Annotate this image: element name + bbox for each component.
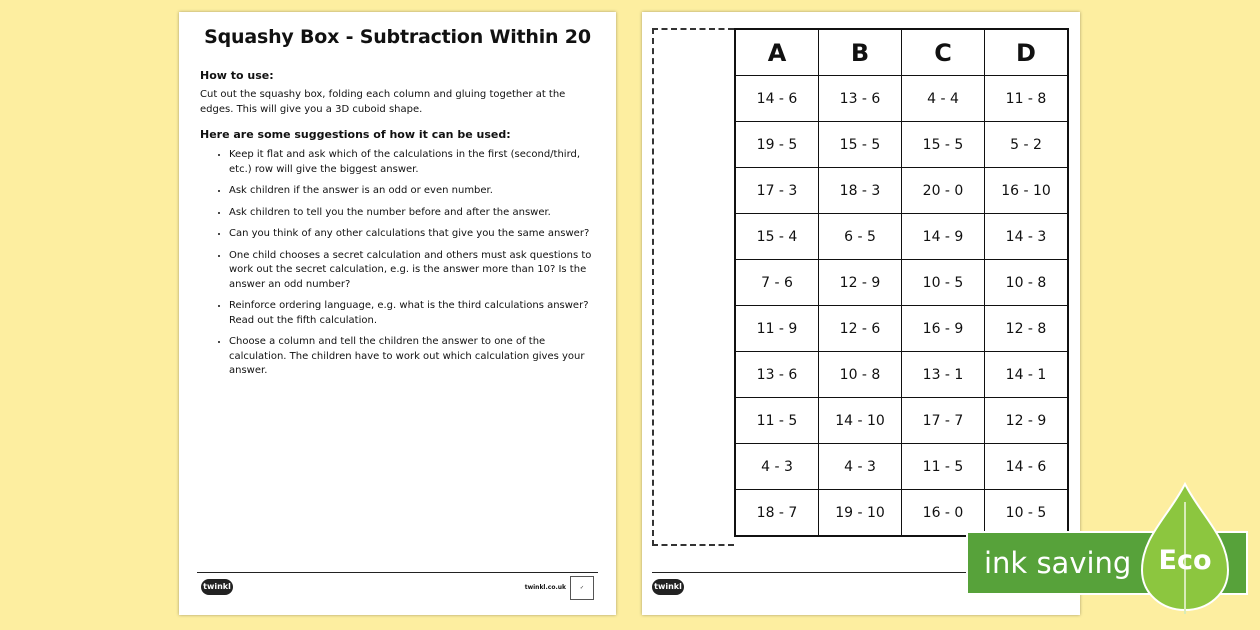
calculation-cell: 11 - 5: [735, 398, 819, 444]
calculation-cell: 7 - 6: [735, 260, 819, 306]
calculation-cell: 13 - 6: [819, 76, 902, 122]
table-row: [735, 490, 1068, 537]
page-title: Squashy Box - Subtraction Within 20: [204, 26, 591, 48]
column-header: D: [985, 29, 1069, 76]
table-row: [735, 260, 1068, 306]
calculation-cell: 10 - 8: [819, 352, 902, 398]
ink-saving-label: ink saving: [984, 546, 1132, 580]
calculation-cell: 16 - 9: [902, 306, 985, 352]
suggestion-item: • Ask children to tell you the number before and after the answer.: [229, 206, 595, 221]
calculation-cell: 14 - 1: [985, 352, 1069, 398]
table-row: [735, 444, 1068, 490]
calculation-cell: 12 - 9: [985, 398, 1069, 444]
calculation-cell: 10 - 5: [985, 490, 1069, 537]
calculation-cell: 11 - 9: [735, 306, 819, 352]
calculation-grid: [734, 28, 1069, 537]
calculation-cell: 11 - 5: [902, 444, 985, 490]
calculation-cell: 12 - 8: [985, 306, 1069, 352]
glue-flap-cutline: [652, 28, 734, 546]
twinkl-logo: twinkl: [201, 579, 233, 595]
footer-divider: [197, 572, 598, 573]
calculation-cell: 18 - 7: [735, 490, 819, 537]
table-row: [735, 398, 1068, 444]
suggestion-item: • Ask children if the answer is an odd or even number.: [229, 184, 595, 199]
calculation-cell: 15 - 4: [735, 214, 819, 260]
suggestion-item: • Choose a column and tell the children the answer to one of the calculation. The children have to work out which calculation gives your answer.: [229, 335, 595, 379]
how-to-use-text: Cut out the squashy box, folding each column and gluing together at the edges. This will give you a 3D cuboid shape.: [200, 89, 566, 115]
table-row: [735, 168, 1068, 214]
calculation-cell: 10 - 8: [985, 260, 1069, 306]
table-row: [735, 306, 1068, 352]
eco-label: Eco: [1158, 545, 1212, 576]
twinkl-logo: twinkl: [652, 579, 684, 595]
calculation-cell: 14 - 6: [985, 444, 1069, 490]
column-header: C: [902, 29, 985, 76]
calculation-cell: 19 - 10: [819, 490, 902, 537]
suggestion-item: • Keep it flat and ask which of the calculations in the first (second/third, etc.) row will give the biggest answer.: [229, 148, 595, 177]
suggestions-list: [200, 148, 595, 386]
calculation-cell: 19 - 5: [735, 122, 819, 168]
table-row: [735, 352, 1068, 398]
calculation-cell: 14 - 9: [902, 214, 985, 260]
calculation-cell: 14 - 10: [819, 398, 902, 444]
calculation-cell: 15 - 5: [819, 122, 902, 168]
calculation-cell: 17 - 7: [902, 398, 985, 444]
quality-stamp-icon: ✓: [570, 576, 594, 600]
suggestion-item: • One child chooses a secret calculation and others must ask questions to work out the secret calculation, e.g. is the answer more than 10? Is the answer an odd number?: [229, 249, 595, 293]
calculation-cell: 16 - 10: [985, 168, 1069, 214]
calculation-cell: 17 - 3: [735, 168, 819, 214]
calculation-cell: 12 - 9: [819, 260, 902, 306]
squashy-box-page: [642, 12, 1080, 615]
calculation-cell: 18 - 3: [819, 168, 902, 214]
column-header: A: [735, 29, 819, 76]
calculation-cell: 14 - 3: [985, 214, 1069, 260]
calculation-cell: 15 - 5: [902, 122, 985, 168]
calculation-cell: 6 - 5: [819, 214, 902, 260]
suggestions-heading: Here are some suggestions of how it can be used:: [200, 128, 511, 141]
calculation-cell: 16 - 0: [902, 490, 985, 537]
suggestion-item: • Reinforce ordering language, e.g. what is the third calculations answer? Read out the fifth calculation.: [229, 299, 595, 328]
calculation-cell: 4 - 3: [735, 444, 819, 490]
calculation-cell: 11 - 8: [985, 76, 1069, 122]
instructions-page: [179, 12, 616, 615]
table-row: [735, 76, 1068, 122]
column-header-row: [735, 29, 1068, 76]
table-row: [735, 122, 1068, 168]
footer-url: twinkl.co.uk: [524, 584, 566, 591]
how-to-use-heading: How to use:: [200, 69, 274, 82]
calculation-cell: 12 - 6: [819, 306, 902, 352]
calculation-cell: 14 - 6: [735, 76, 819, 122]
calculation-cell: 4 - 4: [902, 76, 985, 122]
calculation-cell: 13 - 1: [902, 352, 985, 398]
table-row: [735, 214, 1068, 260]
calculation-cell: 10 - 5: [902, 260, 985, 306]
column-header: B: [819, 29, 902, 76]
calculation-cell: 13 - 6: [735, 352, 819, 398]
calculation-cell: 20 - 0: [902, 168, 985, 214]
calculation-cell: 5 - 2: [985, 122, 1069, 168]
suggestion-item: • Can you think of any other calculations that give you the same answer?: [229, 227, 595, 242]
calculation-cell: 4 - 3: [819, 444, 902, 490]
